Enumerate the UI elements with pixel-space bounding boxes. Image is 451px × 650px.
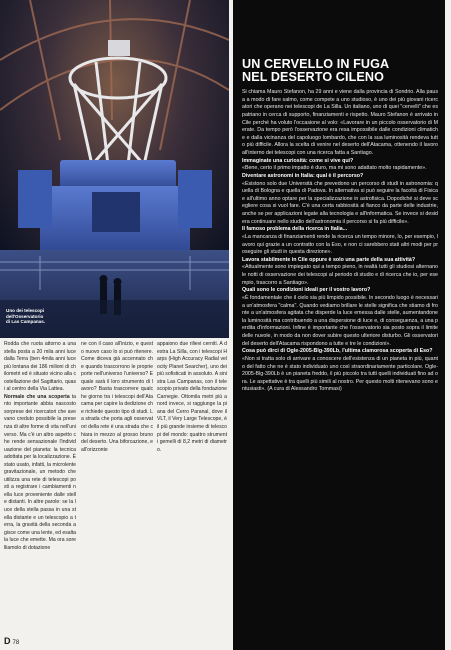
question: Diventare astronomi in Italia: qual è il percorso? [242, 172, 364, 179]
intro-paragraph: Si chiama Mauro Stefanon, ha 29 anni e viene dalla provincia di Sondrio. Alla pausa a modo di fare salmo, come compete a uno studioso, è uno dei più giovani ricercatori che operano nei telescopi de La Silla. Un italiano, uno di quei "cervelli" che espatriano in cerca di supporto, finanziamenti e rispetto. Mauro Stefanon è arrivato in Cile perché ha voluto l'occasione al volo: «Lavorare in un piccolo osservatorio di Merate. Da tempo però l'osservazione era resa impossibile dalle condizioni climatiche e dalla vicinanza del capoluogo lombardo, che con la sua luminosità rendeva tutto più difficile. Allora la scelta di venire nel deserto dell'Atacama, ottenendo il lavoro all'interno dei telescopi con una ricerca fatta a Santiago. [242, 89, 438, 156]
title-line: UN CERVELLO IN FUGA [242, 57, 390, 71]
article-column-2 [81, 341, 153, 454]
paragraph: ne con il caso all'inizio, e questo nuovo caso lo si può ritenere. Come diceva già accennato che quando trascorrono le proprie porte nell'universo l'universo? E quale sarà il loro strumento di lavoro? Basta trascorrere qualche giorno tra i telescopi dell'Atacama per capire la dedizione che richiede questo tipo di studi. La strada che porta agli osservatori della rete è una strada che chiara in mezzo al grosso bruno del deserto. Una biforcazione, e all'orizzonte [81, 341, 153, 453]
question: Immaginate una curiosità: come si vive qui? [242, 157, 354, 164]
page-folio [4, 636, 19, 646]
answer: «Non si tratta solo di arrivare a conoscere dell'esistenza di un pianeta in più, quanto del fatto che ne è stato individuato uno così straordinariamente particolare. Ogle-2005-Blg-390Lb è un pianeta freddo, il più piccolo tra tutti quelli individuati fino ad ora. Le aspettative è tra quelli più simili al nostro. Per questo molti ritenevano sono entusiasti». (A cura di Alessandro Tommasi) [242, 355, 438, 393]
telescope-photo [0, 0, 229, 338]
paragraph: Rodda che ruota attorno a una stella posta a 20 mila anni luce dalla Terra (ben 4mila anni luce più lontana dei 186 milioni di chilometri ed è situato vicino alla costellazione del Sagittario, quasi al centro della Via Lattea. [4, 341, 76, 393]
article-columns [0, 341, 229, 635]
question: Cosa può dirci di Ogle-2005-Blg-390Lb, l'ultima clamorosa scoperta di Eso? [242, 348, 433, 355]
caption-line: dell'Osservatorio [6, 313, 44, 319]
paragraph: tanto importante abbia nascosto sorprese dei ricercatori che avevano creduto possibile la presenza di altre forme di vita nell'universo. Ma c'è un altro aspetto che rende sensazionale l'individuazione del pianeta: la tecnica adottata per la localizzazione. È stato usato, infatti, la microlente gravitazionale, un metodo che utilizza una rete di telescopi posti a registrare i cambiamenti nella luce proveniente dalle stelle distanti. In altre parole: se la luce della stella passa in una stella distante e un telescopio a terra, la gravità della seconda agisce come una lente, ed esalta la luce che emette. Ma ora sorelliamolo di dotazione [4, 393, 76, 551]
page-number: 78 [12, 640, 20, 646]
observatory-image [0, 0, 229, 338]
question: Quali sono le condizioni ideali per il vostro lavoro? [242, 287, 371, 294]
answer: «È fondamentale che il cielo sia più limpido possibile. In secondo luogo è necessaria un'atmosfera "calma". Quando vediamo brillare le stelle significa che stiamo di fronte a un'atmosfera agitata che disperde la luce emessa dalle stelle, aumentandone la luminosità ma contribuendo a una dispersione di luce e, di conseguenza, a una perdita d'informazioni. Infine è importante che l'osservatorio sia posto sopra il limite delle nuvole, in modo da non dover subire questo ulteriore disturbo. Gli osservatori del deserto dell'Atacama rispondono a tutte e tre le condizioni». [242, 294, 438, 347]
question: Lavora stabilmente in Cile oppure è solo una parte della sua attività? [242, 256, 416, 263]
answer: «Esistono solo due Università che prevedono un percorso di studi in astronomia: quella di Bologna e quella di Padova. In alternativa si può seguire la facoltà di Fisica e all'ultimo anno optare per la specializzazione in astrofisica. Dopodiché si deve scegliere cosa si vuol fare. C'è una certa rabbiosità al fianco da parte delle industrie, anche se per applicazioni legate alla tecnologia e all'informatica. Se invece si desidera continuare nello studio dell'astronomia il percorso si fa più difficile». [242, 180, 438, 225]
article-column-1 [4, 341, 76, 552]
question: Il famoso problema della ricerca in Italia... [242, 226, 348, 233]
photo-caption [6, 308, 76, 325]
interview-sidebar [233, 0, 445, 650]
folio-letter: D [4, 636, 11, 646]
answer: «Attualmente sono impiegato qui a tempo pieno, in realtà tutti gli studiosi alternano le notti di osservazione dei telescopi al periodo di studio e di ricerca che io, per esempio, trascorro a Santiago». [242, 264, 438, 286]
article-column-3 [157, 341, 227, 454]
caption-line: di Las Campanas. [6, 319, 46, 325]
paragraph-continued: appaiono due rilievi cerniti. A destra La Silla, con i telescopi Harps (High Accuracy Radial velocity Planet Searcher), uno dei più sofisticati in assoluto. A sinistra Las Campanas, con il telescopio privato della fondazione Carnegie. Ottomila metri più a nord invece, si raggiunge la piana del Cerro Paranal, dove il VLT, il Very Large Telescope, è il più grande insieme di telescopi del mondo: quattro strumenti gemelli di 8,2 metri di diametro. [157, 341, 227, 453]
sidebar-title [242, 58, 438, 84]
answer: «La mancanza di finanziamenti rende la ricerca un tempo minore, lo, per esempio, lavoro qui grazie a un contratto con la Eso, e non ci sarebbero stati altri modi per proseguire gli studi in questa direzione». [242, 233, 438, 256]
answer: «Bene, certo il primo impatto è duro, ma mi sono adattato molto rapidamente». [242, 165, 427, 172]
subheading: Normale che una scoperta [4, 393, 70, 400]
title-line: NEL DESERTO CILENO [242, 70, 384, 84]
sidebar-body [242, 89, 438, 609]
caption-line: Uno dei telescopi [6, 308, 45, 313]
